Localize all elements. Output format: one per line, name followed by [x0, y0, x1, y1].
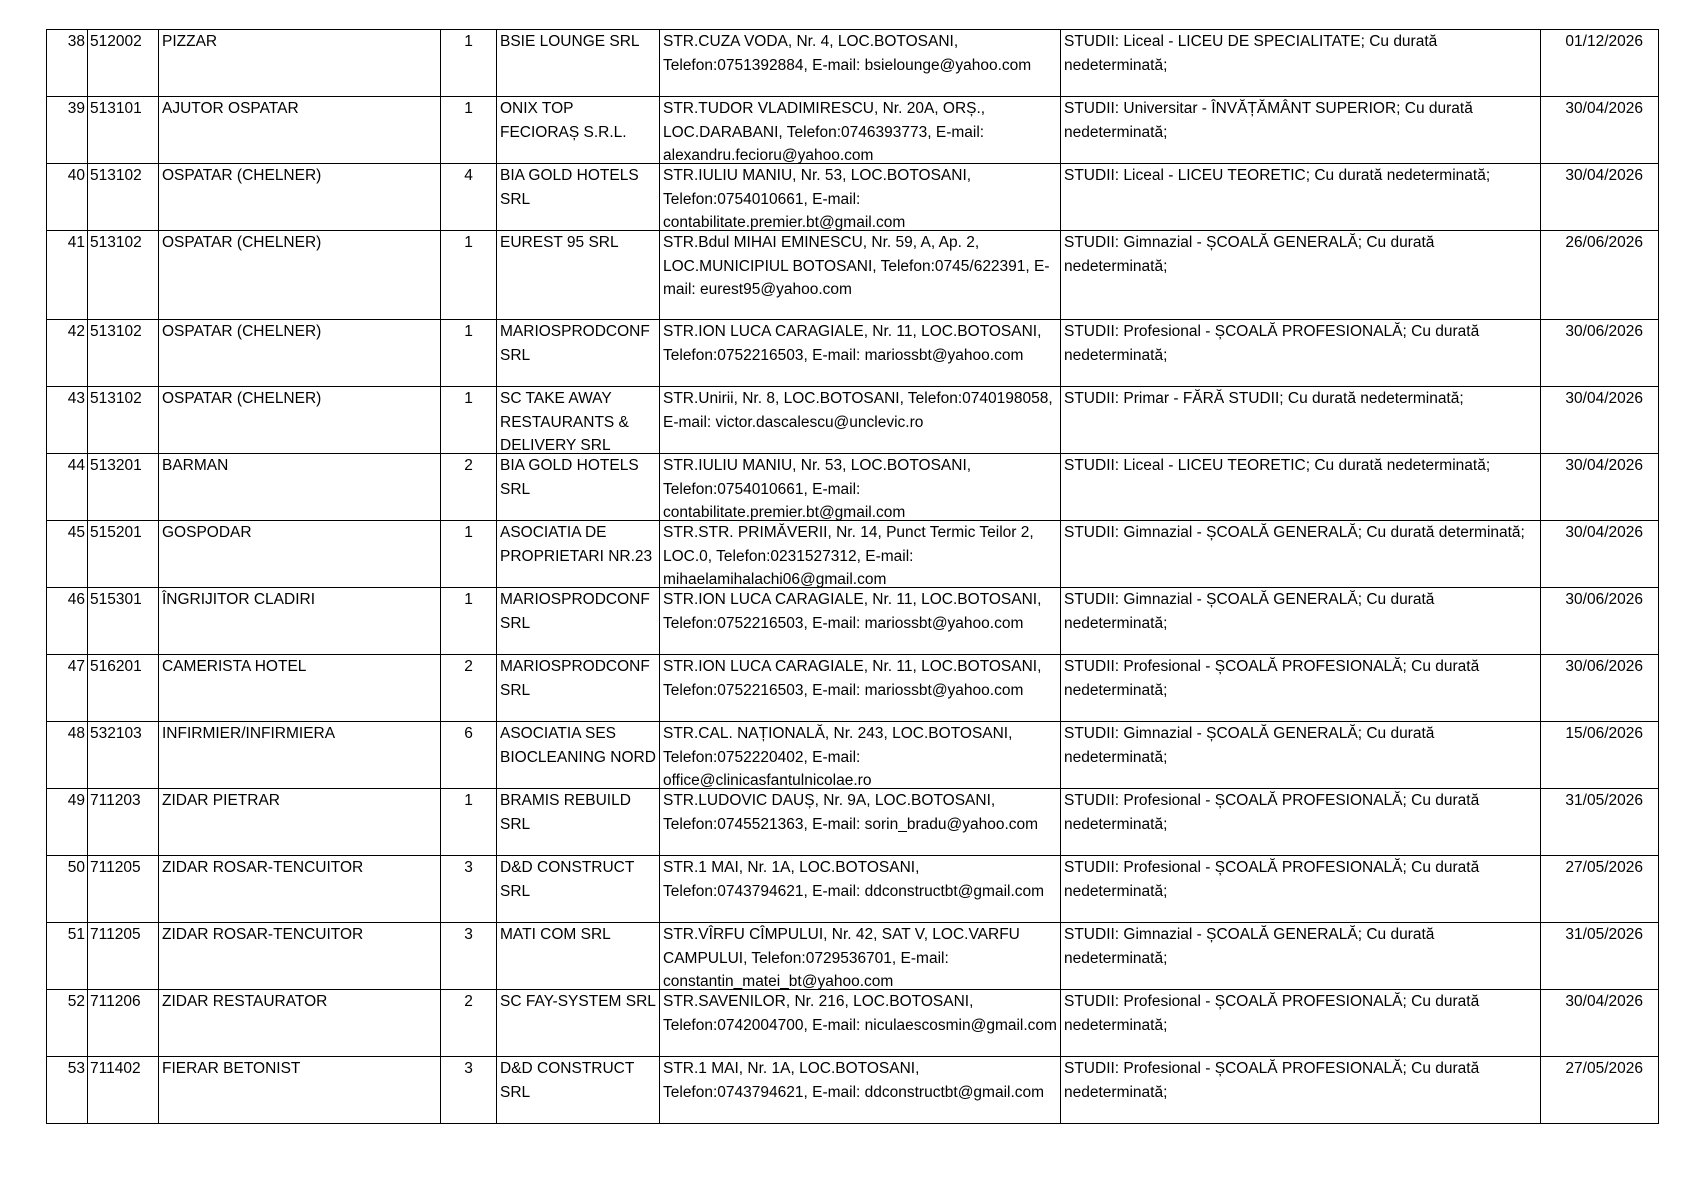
education-requirements: STUDII: Liceal - LICEU DE SPECIALITATE; Cu durată nedeterminată; [1064, 33, 1438, 74]
occupation-name: ÎNGRIJITOR CLADIRI [162, 591, 316, 608]
occupation-name-cell [159, 655, 441, 722]
expiry-date: 31/05/2026 [1565, 926, 1643, 943]
vacancies-count: 6 [464, 725, 473, 742]
employer-contact-cell [660, 789, 1061, 856]
employer-name: BSIE LOUNGE SRL [500, 33, 640, 50]
education-requirements: STUDII: Gimnazial - ȘCOALĂ GENERALĂ; Cu durată nedeterminată; [1064, 234, 1435, 275]
employer-name-cell [497, 97, 660, 164]
expiry-date-cell [1541, 320, 1659, 387]
table-row [47, 387, 1659, 454]
occupation-name: OSPATAR (CHELNER) [162, 234, 322, 251]
vacancies-count: 3 [464, 926, 473, 943]
row-number-cell [47, 454, 88, 521]
vacancies-count: 1 [464, 234, 473, 251]
table-row [47, 521, 1659, 588]
row-number: 40 [67, 167, 85, 184]
table-row [47, 1057, 1659, 1124]
employer-contact-cell [660, 231, 1061, 320]
row-number-cell [47, 923, 88, 990]
vacancies-count-cell [441, 990, 497, 1057]
cor-code: 513102 [90, 323, 142, 340]
expiry-date-cell [1541, 1057, 1659, 1124]
education-requirements-cell [1061, 231, 1541, 320]
employer-contact: STR.VÎRFU CÎMPULUI, Nr. 42, SAT V, LOC.VARFU CAMPULUI, Telefon:0729536701, E-mail: constantin_matei_bt@yahoo.com [663, 926, 1020, 989]
occupation-name: OSPATAR (CHELNER) [162, 167, 322, 184]
expiry-date-cell [1541, 655, 1659, 722]
occupation-name: INFIRMIER/INFIRMIERA [162, 725, 336, 742]
cor-code-cell [88, 789, 159, 856]
employer-contact: STR.CAL. NAȚIONALĂ, Nr. 243, LOC.BOTOSANI, Telefon:0752220402, E-mail: office@clinicasfantulnicolae.ro [663, 725, 1013, 788]
education-requirements-cell [1061, 789, 1541, 856]
employer-name: D&D CONSTRUCT SRL [500, 859, 635, 900]
education-requirements: STUDII: Gimnazial - ȘCOALĂ GENERALĂ; Cu durată nedeterminată; [1064, 926, 1435, 967]
vacancies-count-cell [441, 856, 497, 923]
row-number-cell [47, 30, 88, 97]
job-vacancies-table [46, 29, 1659, 1124]
occupation-name: ZIDAR ROSAR-TENCUITOR [162, 859, 364, 876]
education-requirements-cell [1061, 655, 1541, 722]
expiry-date: 27/05/2026 [1565, 859, 1643, 876]
education-requirements-cell [1061, 320, 1541, 387]
employer-contact: STR.IULIU MANIU, Nr. 53, LOC.BOTOSANI, Telefon:0754010661, E-mail: contabilitate.premier.bt@gmail.com [663, 167, 972, 230]
employer-contact: STR.1 MAI, Nr. 1A, LOC.BOTOSANI, Telefon:0743794621, E-mail: ddconstructbt@gmail.com [663, 859, 1045, 900]
table-row [47, 990, 1659, 1057]
employer-contact-cell [660, 990, 1061, 1057]
row-number-cell [47, 231, 88, 320]
occupation-name: FIERAR BETONIST [162, 1060, 301, 1077]
education-requirements: STUDII: Liceal - LICEU TEORETIC; Cu durată nedeterminată; [1064, 167, 1491, 184]
education-requirements-cell [1061, 990, 1541, 1057]
cor-code-cell [88, 588, 159, 655]
table-row [47, 856, 1659, 923]
row-number: 42 [67, 323, 85, 340]
education-requirements-cell [1061, 387, 1541, 454]
occupation-name-cell [159, 164, 441, 231]
cor-code-cell [88, 454, 159, 521]
employer-contact-cell [660, 923, 1061, 990]
occupation-name: PIZZAR [162, 33, 218, 50]
employer-name-cell [497, 923, 660, 990]
employer-contact: STR.STR. PRIMĂVERII, Nr. 14, Punct Termic Teilor 2, LOC.0, Telefon:0231527312, E-mail: mihaelamihalachi06@gmail.com [663, 524, 1034, 587]
cor-code: 513101 [90, 100, 142, 117]
employer-name-cell [497, 722, 660, 789]
employer-name: BRAMIS REBUILD SRL [500, 792, 631, 833]
education-requirements-cell [1061, 923, 1541, 990]
employer-name: BIA GOLD HOTELS SRL [500, 457, 639, 498]
employer-name: MARIOSPRODCONF SRL [500, 591, 650, 632]
vacancies-count: 1 [464, 792, 473, 809]
cor-code-cell [88, 320, 159, 387]
cor-code: 532103 [90, 725, 142, 742]
occupation-name: ZIDAR RESTAURATOR [162, 993, 328, 1010]
education-requirements: STUDII: Profesional - ȘCOALĂ PROFESIONALĂ; Cu durată nedeterminată; [1064, 1060, 1480, 1101]
table-row [47, 164, 1659, 231]
vacancies-count-cell [441, 454, 497, 521]
occupation-name: ZIDAR ROSAR-TENCUITOR [162, 926, 364, 943]
employer-contact-cell [660, 97, 1061, 164]
row-number-cell [47, 789, 88, 856]
employer-name-cell [497, 454, 660, 521]
expiry-date: 30/04/2026 [1565, 993, 1643, 1010]
employer-contact: STR.1 MAI, Nr. 1A, LOC.BOTOSANI, Telefon:0743794621, E-mail: ddconstructbt@gmail.com [663, 1060, 1045, 1101]
employer-contact: STR.CUZA VODA, Nr. 4, LOC.BOTOSANI, Telefon:0751392884, E-mail: bsielounge@yahoo.com [663, 33, 1032, 74]
row-number: 49 [67, 792, 85, 809]
employer-contact-cell [660, 320, 1061, 387]
row-number: 39 [67, 100, 85, 117]
employer-contact: STR.ION LUCA CARAGIALE, Nr. 11, LOC.BOTOSANI, Telefon:0752216503, E-mail: mariossbt@yahoo.com [663, 591, 1042, 632]
expiry-date: 30/04/2026 [1565, 390, 1643, 407]
cor-code: 516201 [90, 658, 142, 675]
employer-contact-cell [660, 387, 1061, 454]
row-number-cell [47, 722, 88, 789]
row-number: 44 [67, 457, 85, 474]
education-requirements: STUDII: Universitar - ÎNVĂȚĂMÂNT SUPERIOR; Cu durată nedeterminată; [1064, 100, 1473, 141]
cor-code-cell [88, 30, 159, 97]
occupation-name: OSPATAR (CHELNER) [162, 390, 322, 407]
employer-contact: STR.Bdul MIHAI EMINESCU, Nr. 59, A, Ap. 2, LOC.MUNICIPIUL BOTOSANI, Telefon:0745/622391, E-mail: eurest95@yahoo.com [663, 234, 1050, 298]
employer-name: SC FAY-SYSTEM SRL [500, 993, 656, 1010]
table-body [47, 30, 1659, 1124]
row-number: 51 [67, 926, 85, 943]
cor-code-cell [88, 1057, 159, 1124]
expiry-date-cell [1541, 521, 1659, 588]
vacancies-count-cell [441, 231, 497, 320]
occupation-name-cell [159, 923, 441, 990]
cor-code-cell [88, 164, 159, 231]
row-number: 38 [67, 33, 85, 50]
row-number-cell [47, 990, 88, 1057]
expiry-date-cell [1541, 923, 1659, 990]
vacancies-count-cell [441, 655, 497, 722]
vacancies-count-cell [441, 387, 497, 454]
employer-contact-cell [660, 454, 1061, 521]
expiry-date-cell [1541, 454, 1659, 521]
row-number: 52 [67, 993, 85, 1010]
employer-contact: STR.SAVENILOR, Nr. 216, LOC.BOTOSANI, Telefon:0742004700, E-mail: niculaescosmin@gmail.com [663, 993, 1057, 1034]
expiry-date: 30/06/2026 [1565, 323, 1643, 340]
expiry-date: 31/05/2026 [1565, 792, 1643, 809]
expiry-date: 15/06/2026 [1565, 725, 1643, 742]
education-requirements: STUDII: Profesional - ȘCOALĂ PROFESIONALĂ; Cu durată nedeterminată; [1064, 792, 1480, 833]
expiry-date: 27/05/2026 [1565, 1060, 1643, 1077]
employer-name-cell [497, 789, 660, 856]
expiry-date: 30/04/2026 [1565, 167, 1643, 184]
vacancies-count-cell [441, 320, 497, 387]
expiry-date-cell [1541, 588, 1659, 655]
employer-contact-cell [660, 521, 1061, 588]
employer-name-cell [497, 387, 660, 454]
table-row [47, 923, 1659, 990]
occupation-name-cell [159, 1057, 441, 1124]
row-number: 50 [67, 859, 85, 876]
employer-contact-cell [660, 588, 1061, 655]
employer-contact: STR.TUDOR VLADIMIRESCU, Nr. 20A, ORȘ., LOC.DARABANI, Telefon:0746393773, E-mail: alexandru.fecioru@yahoo.com [663, 100, 986, 163]
vacancies-count: 3 [464, 1060, 473, 1077]
employer-name-cell [497, 990, 660, 1057]
row-number-cell [47, 1057, 88, 1124]
expiry-date-cell [1541, 789, 1659, 856]
employer-contact: STR.ION LUCA CARAGIALE, Nr. 11, LOC.BOTOSANI, Telefon:0752216503, E-mail: mariossbt@yahoo.com [663, 658, 1042, 699]
vacancies-count: 2 [464, 457, 473, 474]
education-requirements: STUDII: Gimnazial - ȘCOALĂ GENERALĂ; Cu durată nedeterminată; [1064, 725, 1435, 766]
education-requirements: STUDII: Gimnazial - ȘCOALĂ GENERALĂ; Cu durată nedeterminată; [1064, 591, 1435, 632]
employer-name: EUREST 95 SRL [500, 234, 619, 251]
table-row [47, 655, 1659, 722]
occupation-name: OSPATAR (CHELNER) [162, 323, 322, 340]
education-requirements: STUDII: Profesional - ȘCOALĂ PROFESIONALĂ; Cu durată nedeterminată; [1064, 859, 1480, 900]
education-requirements-cell [1061, 1057, 1541, 1124]
cor-code: 513102 [90, 167, 142, 184]
row-number: 53 [67, 1060, 85, 1077]
vacancies-count: 2 [464, 658, 473, 675]
cor-code: 513102 [90, 390, 142, 407]
vacancies-count-cell [441, 164, 497, 231]
employer-name: MATI COM SRL [500, 926, 611, 943]
employer-contact: STR.LUDOVIC DAUȘ, Nr. 9A, LOC.BOTOSANI, Telefon:0745521363, E-mail: sorin_bradu@yahoo.com [663, 792, 1039, 833]
occupation-name-cell [159, 856, 441, 923]
row-number: 47 [67, 658, 85, 675]
vacancies-count-cell [441, 722, 497, 789]
employer-contact: STR.ION LUCA CARAGIALE, Nr. 11, LOC.BOTOSANI, Telefon:0752216503, E-mail: mariossbt@yahoo.com [663, 323, 1042, 364]
occupation-name-cell [159, 454, 441, 521]
occupation-name: CAMERISTA HOTEL [162, 658, 307, 675]
cor-code: 513201 [90, 457, 142, 474]
table-row [47, 789, 1659, 856]
occupation-name-cell [159, 387, 441, 454]
cor-code: 512002 [90, 33, 142, 50]
employer-name: MARIOSPRODCONF SRL [500, 323, 650, 364]
education-requirements-cell [1061, 97, 1541, 164]
expiry-date-cell [1541, 30, 1659, 97]
employer-contact-cell [660, 655, 1061, 722]
vacancies-count: 4 [464, 167, 473, 184]
table-row [47, 30, 1659, 97]
education-requirements: STUDII: Profesional - ȘCOALĂ PROFESIONALĂ; Cu durată nedeterminată; [1064, 658, 1480, 699]
row-number: 45 [67, 524, 85, 541]
cor-code: 711402 [90, 1060, 141, 1077]
employer-name-cell [497, 164, 660, 231]
expiry-date-cell [1541, 97, 1659, 164]
table-row [47, 320, 1659, 387]
occupation-name: AJUTOR OSPATAR [162, 100, 299, 117]
row-number-cell [47, 655, 88, 722]
occupation-name: BARMAN [162, 457, 229, 474]
cor-code: 515201 [90, 524, 142, 541]
employer-name-cell [497, 30, 660, 97]
education-requirements-cell [1061, 588, 1541, 655]
employer-name-cell [497, 231, 660, 320]
expiry-date: 30/06/2026 [1565, 658, 1643, 675]
occupation-name-cell [159, 990, 441, 1057]
vacancies-count-cell [441, 789, 497, 856]
education-requirements: STUDII: Profesional - ȘCOALĂ PROFESIONALĂ; Cu durată nedeterminată; [1064, 323, 1480, 364]
employer-name: SC TAKE AWAY RESTAURANTS & DELIVERY SRL [500, 390, 629, 453]
cor-code-cell [88, 521, 159, 588]
occupation-name-cell [159, 588, 441, 655]
employer-name-cell [497, 320, 660, 387]
cor-code-cell [88, 231, 159, 320]
vacancies-count-cell [441, 30, 497, 97]
expiry-date: 30/04/2026 [1565, 457, 1643, 474]
cor-code-cell [88, 387, 159, 454]
employer-contact: STR.Unirii, Nr. 8, LOC.BOTOSANI, Telefon:0740198058, E-mail: victor.dascalescu@unclevic.ro [663, 390, 1053, 431]
employer-contact: STR.IULIU MANIU, Nr. 53, LOC.BOTOSANI, Telefon:0754010661, E-mail: contabilitate.premier.bt@gmail.com [663, 457, 972, 520]
row-number-cell [47, 856, 88, 923]
table-row [47, 231, 1659, 320]
education-requirements: STUDII: Liceal - LICEU TEORETIC; Cu durată nedeterminată; [1064, 457, 1491, 474]
employer-contact-cell [660, 856, 1061, 923]
education-requirements-cell [1061, 521, 1541, 588]
row-number-cell [47, 521, 88, 588]
employer-name: BIA GOLD HOTELS SRL [500, 167, 639, 208]
vacancies-count: 2 [464, 993, 473, 1010]
cor-code: 711206 [90, 993, 141, 1010]
employer-name-cell [497, 588, 660, 655]
vacancies-count-cell [441, 588, 497, 655]
expiry-date-cell [1541, 164, 1659, 231]
expiry-date-cell [1541, 231, 1659, 320]
expiry-date-cell [1541, 856, 1659, 923]
row-number: 48 [67, 725, 85, 742]
employer-contact-cell [660, 30, 1061, 97]
employer-name-cell [497, 1057, 660, 1124]
employer-name: ONIX TOP FECIORAȘ S.R.L. [500, 100, 627, 141]
table-row [47, 722, 1659, 789]
cor-code-cell [88, 990, 159, 1057]
cor-code: 513102 [90, 234, 142, 251]
employer-name: ASOCIATIA SES BIOCLEANING NORD [500, 725, 656, 766]
vacancies-count-cell [441, 923, 497, 990]
expiry-date: 30/04/2026 [1565, 100, 1643, 117]
vacancies-count: 1 [464, 591, 473, 608]
cor-code: 711205 [90, 926, 141, 943]
cor-code-cell [88, 722, 159, 789]
expiry-date: 30/06/2026 [1565, 591, 1643, 608]
vacancies-count: 1 [464, 524, 473, 541]
row-number-cell [47, 320, 88, 387]
row-number-cell [47, 97, 88, 164]
employer-contact-cell [660, 1057, 1061, 1124]
cor-code-cell [88, 97, 159, 164]
vacancies-count-cell [441, 97, 497, 164]
employer-contact-cell [660, 722, 1061, 789]
occupation-name-cell [159, 320, 441, 387]
employer-name-cell [497, 655, 660, 722]
vacancies-count: 1 [464, 390, 473, 407]
occupation-name: GOSPODAR [162, 524, 252, 541]
row-number-cell [47, 588, 88, 655]
occupation-name-cell [159, 30, 441, 97]
expiry-date-cell [1541, 387, 1659, 454]
employer-contact-cell [660, 164, 1061, 231]
education-requirements: STUDII: Primar - FĂRĂ STUDII; Cu durată nedeterminată; [1064, 390, 1464, 407]
occupation-name-cell [159, 789, 441, 856]
vacancies-count: 1 [464, 323, 473, 340]
vacancies-count: 1 [464, 100, 473, 117]
occupation-name-cell [159, 97, 441, 164]
vacancies-count: 3 [464, 859, 473, 876]
education-requirements-cell [1061, 164, 1541, 231]
education-requirements-cell [1061, 30, 1541, 97]
table-row [47, 588, 1659, 655]
education-requirements-cell [1061, 856, 1541, 923]
occupation-name: ZIDAR PIETRAR [162, 792, 280, 809]
expiry-date-cell [1541, 722, 1659, 789]
row-number: 41 [67, 234, 85, 251]
occupation-name-cell [159, 521, 441, 588]
row-number-cell [47, 164, 88, 231]
employer-name-cell [497, 521, 660, 588]
cor-code-cell [88, 856, 159, 923]
cor-code-cell [88, 923, 159, 990]
cor-code: 711203 [90, 792, 141, 809]
cor-code: 711205 [90, 859, 141, 876]
cor-code-cell [88, 655, 159, 722]
row-number: 43 [67, 390, 85, 407]
vacancies-count: 1 [464, 33, 473, 50]
table-row [47, 97, 1659, 164]
cor-code: 515301 [90, 591, 142, 608]
employer-name-cell [497, 856, 660, 923]
occupation-name-cell [159, 722, 441, 789]
expiry-date: 26/06/2026 [1565, 234, 1643, 251]
table-row [47, 454, 1659, 521]
expiry-date: 30/04/2026 [1565, 524, 1643, 541]
education-requirements: STUDII: Gimnazial - ȘCOALĂ GENERALĂ; Cu durată determinată; [1064, 524, 1525, 541]
employer-name: ASOCIATIA DE PROPRIETARI NR.23 [500, 524, 653, 565]
vacancies-count-cell [441, 521, 497, 588]
vacancies-count-cell [441, 1057, 497, 1124]
expiry-date: 01/12/2026 [1565, 33, 1643, 50]
employer-name: D&D CONSTRUCT SRL [500, 1060, 635, 1101]
expiry-date-cell [1541, 990, 1659, 1057]
employer-name: MARIOSPRODCONF SRL [500, 658, 650, 699]
row-number-cell [47, 387, 88, 454]
education-requirements: STUDII: Profesional - ȘCOALĂ PROFESIONALĂ; Cu durată nedeterminată; [1064, 993, 1480, 1034]
row-number: 46 [67, 591, 85, 608]
occupation-name-cell [159, 231, 441, 320]
education-requirements-cell [1061, 722, 1541, 789]
education-requirements-cell [1061, 454, 1541, 521]
